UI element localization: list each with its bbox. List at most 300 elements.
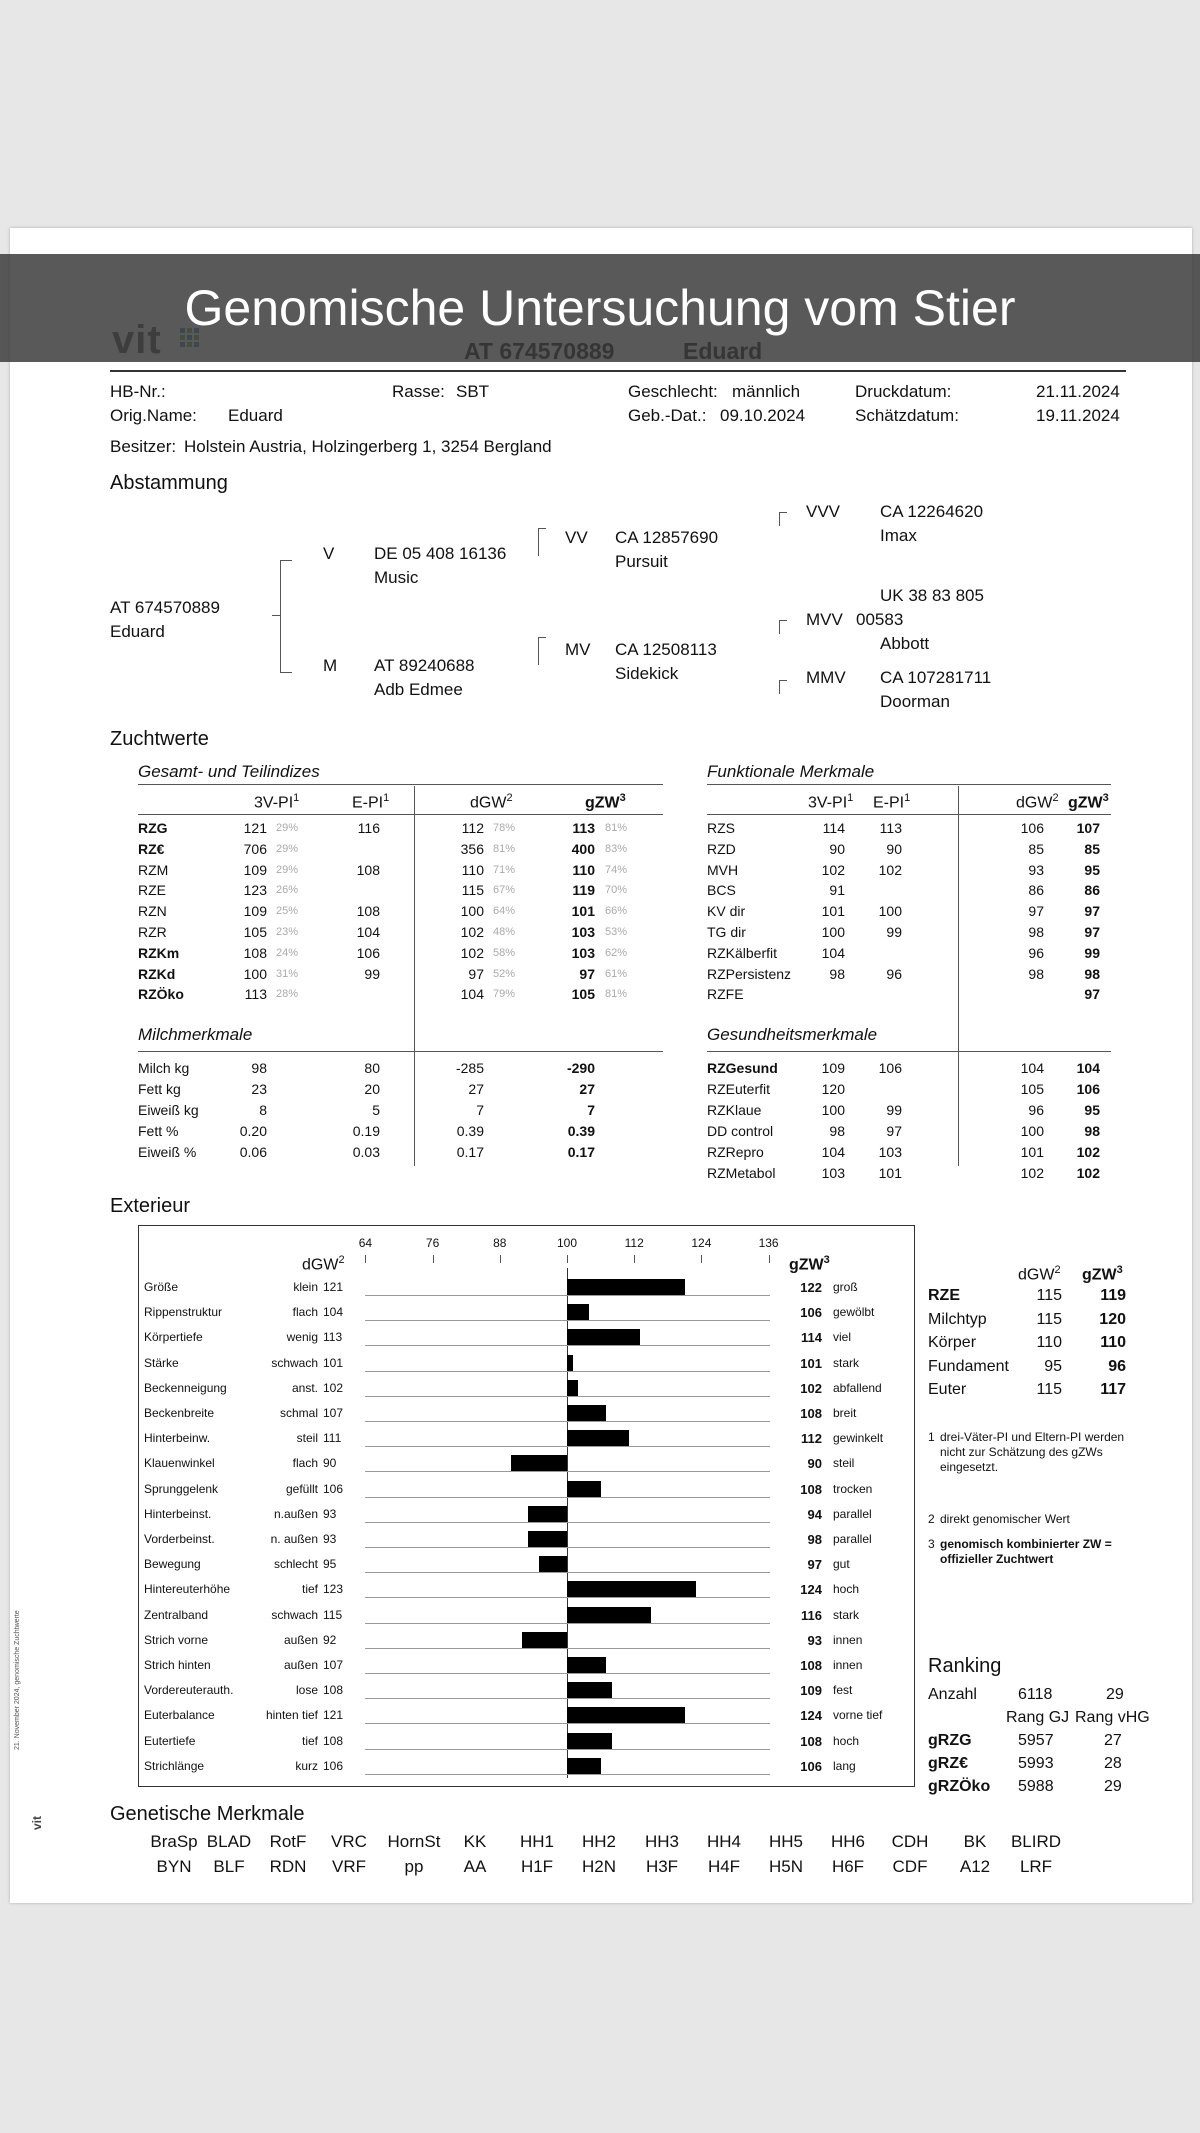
- genetic-value: BYN: [156, 1857, 192, 1876]
- index-gzw: 97: [579, 965, 595, 982]
- index-name: RZG: [138, 820, 168, 836]
- milch-ep: 80: [364, 1060, 380, 1076]
- gesund-dgw: 105: [1020, 1081, 1044, 1097]
- funktional-name: RZKälberfit: [707, 944, 778, 961]
- gesund-title: Gesundheitsmerkmale: [707, 1025, 878, 1044]
- sup-2b: 2: [1052, 792, 1059, 804]
- genetic-value: H3F: [645, 1857, 679, 1876]
- index-ep: 108: [356, 903, 380, 920]
- index-gzw-sicherheit: 74%: [605, 863, 628, 876]
- ext-row-line: [365, 1421, 770, 1422]
- ext-row-line: [365, 1522, 770, 1523]
- ext-trait-high: stark: [833, 1607, 860, 1622]
- index-dgw-sicherheit: 81%: [493, 842, 516, 855]
- exterieur-tick-label: 64: [358, 1236, 373, 1250]
- ext-trait-gzw: 101: [800, 1355, 822, 1371]
- pedigree-mvv-label: MVV: [806, 610, 843, 629]
- index-gzw: 105: [571, 986, 595, 1003]
- ext-trait-low: flach: [292, 1456, 318, 1471]
- exterieur-header-dgw-label: dGW: [302, 1256, 339, 1274]
- index-3v: 113: [244, 986, 267, 1003]
- ext-trait-low: außen: [283, 1632, 318, 1647]
- gebdat-label: Geb.-Dat.:: [628, 406, 707, 425]
- ext-trait-dgw: 123: [323, 1582, 344, 1597]
- ext-trait-name: Strich vorne: [144, 1632, 209, 1647]
- funktional-gzw: 97: [1084, 903, 1100, 920]
- gebdat-value: 09.10.2024: [720, 406, 806, 425]
- index-gzw: 400: [571, 840, 595, 857]
- pedigree-bracket-bottom: [280, 672, 292, 673]
- pedigree-mv-label: MV: [565, 640, 591, 659]
- genetic-code: BK: [963, 1832, 987, 1851]
- ext-summary-dgw: 115: [1036, 1287, 1062, 1304]
- footnote-1: drei-Väter-PI und Eltern-PI werden nicht zur Schätzung des gZWs eingesetzt.: [940, 1430, 1125, 1474]
- sup-2d: 2: [1054, 1264, 1061, 1276]
- funktional-header-dgw: [1016, 792, 1059, 812]
- ext-trait-high: hoch: [833, 1733, 860, 1748]
- ext-summary-dgw: 115: [1036, 1381, 1062, 1398]
- index-gzw-sicherheit: 53%: [605, 926, 628, 938]
- ext-row-line: [365, 1497, 770, 1498]
- index-3v-sicherheit: 28%: [276, 988, 299, 1001]
- genetic-value: AA: [463, 1857, 487, 1876]
- funktional-dgw: 106: [1020, 820, 1044, 836]
- ranking-anzahl-gj: 6118: [1018, 1686, 1053, 1703]
- exterieur-tick-mark: [567, 1255, 568, 1263]
- pedigree-vvv-tick: [779, 512, 787, 513]
- ext-trait-high: steil: [833, 1456, 855, 1471]
- ext-trait-bar: [511, 1455, 567, 1471]
- pedigree-bracket-top: [280, 560, 292, 561]
- indices-title: Gesamt- und Teilindizes: [138, 762, 320, 781]
- index-gzw-sicherheit: 70%: [605, 884, 628, 897]
- index-3v: 109: [243, 903, 267, 920]
- genetic-code: KK: [463, 1832, 487, 1851]
- ext-trait-bar: [528, 1531, 567, 1547]
- ext-trait-low: klein: [293, 1280, 318, 1294]
- gesund-gzw: 106: [1076, 1081, 1100, 1097]
- ext-row-line: [365, 1572, 770, 1573]
- pedigree-v-name: Music: [374, 568, 419, 587]
- pedigree-mvv-tick: [779, 620, 787, 621]
- index-dgw: 102: [460, 944, 484, 961]
- gesund-dgw: 104: [1020, 1060, 1044, 1076]
- ext-summary-gzw: 96: [1108, 1357, 1126, 1375]
- ext-trait-bar: [567, 1758, 601, 1774]
- pedigree-v-label: V: [323, 544, 335, 563]
- genetic-value: CDF: [892, 1857, 928, 1876]
- ext-summary-header-gzw-label: gZW: [1082, 1266, 1117, 1284]
- exterieur-tick-label: 112: [624, 1236, 644, 1250]
- index-name: RZR: [138, 924, 167, 940]
- index-dgw-sicherheit: 71%: [493, 863, 516, 876]
- pedigree-self-name: Eduard: [110, 622, 165, 641]
- pedigree-self-id: AT 674570889: [110, 598, 220, 617]
- ext-row-line: [365, 1295, 770, 1296]
- exterieur-tick-label: 88: [493, 1236, 507, 1250]
- index-name: RZKd: [138, 965, 176, 982]
- gesund-ep: 99: [886, 1102, 902, 1118]
- ext-trait-gzw: 106: [800, 1758, 822, 1774]
- footnote-3-mark: 3: [928, 1537, 935, 1551]
- gesund-gzw: 95: [1084, 1102, 1100, 1118]
- ext-summary-name: Körper: [928, 1334, 977, 1351]
- orig-label: Orig.Name:: [110, 406, 197, 425]
- ext-trait-low: wenig: [286, 1330, 318, 1345]
- ext-trait-name: Sprunggelenk: [144, 1481, 219, 1496]
- ext-trait-dgw: 101: [323, 1355, 344, 1370]
- funktional-3v: 114: [822, 820, 845, 836]
- funktional-3v: 102: [821, 861, 845, 878]
- pedigree-m-label: M: [323, 656, 338, 675]
- funktional-dgw: 98: [1028, 965, 1044, 982]
- indices-title-rule: [138, 784, 663, 785]
- ranking-anzahl-vhg: 29: [1106, 1686, 1124, 1703]
- funktional-header-dgw-label: dGW: [1016, 794, 1053, 812]
- ext-trait-high: fest: [833, 1683, 853, 1698]
- milch-ep: 5: [372, 1102, 380, 1118]
- pedigree-vvv-id: CA 12264620: [880, 502, 984, 521]
- funktional-gzw: 97: [1084, 986, 1100, 1003]
- ext-trait-gzw: 106: [800, 1305, 822, 1321]
- index-3v: 706: [243, 840, 267, 857]
- schaetz-value: 19.11.2024: [1036, 406, 1120, 425]
- ext-trait-name: Hinterbeinw.: [144, 1431, 211, 1446]
- ext-row-line: [365, 1597, 770, 1598]
- index-3v-sicherheit: 29%: [276, 842, 299, 855]
- ext-trait-low: außen: [283, 1658, 318, 1672]
- ext-row-line: [365, 1396, 770, 1397]
- ext-trait-bar: [522, 1632, 567, 1648]
- index-3v-sicherheit: 23%: [276, 926, 299, 938]
- footnote-2: direkt genomischer Wert: [940, 1512, 1070, 1526]
- pedigree-mv-name: Sidekick: [615, 664, 679, 683]
- milch-3v: 0.06: [239, 1144, 267, 1160]
- pedigree-mmv-id: CA 107281711: [880, 668, 992, 687]
- index-dgw: 356: [460, 840, 484, 857]
- ext-trait-gzw: 108: [800, 1406, 822, 1421]
- ext-summary-gzw: 110: [1100, 1334, 1126, 1351]
- funktional-name: TG dir: [707, 924, 746, 940]
- index-dgw-sicherheit: 52%: [493, 967, 516, 980]
- index-gzw-sicherheit: 62%: [605, 946, 628, 959]
- indices-header-3v-label: 3V-PI: [254, 794, 294, 812]
- ext-trait-dgw: 102: [323, 1380, 344, 1395]
- ext-trait-bar: [567, 1355, 573, 1371]
- ext-trait-name: Strichlänge: [144, 1758, 205, 1773]
- funktional-ep: 113: [879, 820, 902, 836]
- pedigree-mmv-bracket: [779, 680, 780, 694]
- ext-trait-high: parallel: [833, 1532, 872, 1546]
- pedigree-mmv-label: MMV: [806, 668, 846, 687]
- genetic-value: H1F: [520, 1857, 554, 1876]
- pedigree-mmv-tick: [779, 680, 787, 681]
- milch-title-rule: [138, 1051, 663, 1052]
- ranking-gj: 5957: [1018, 1732, 1054, 1749]
- index-dgw-sicherheit: 58%: [493, 946, 516, 959]
- ext-trait-high: gut: [833, 1557, 850, 1572]
- funktional-ep: 99: [886, 924, 902, 940]
- funktional-gzw: 107: [1076, 820, 1100, 836]
- ext-summary-name: Milchtyp: [928, 1310, 987, 1328]
- gesund-gzw: 102: [1076, 1144, 1100, 1160]
- ext-summary-dgw: 110: [1036, 1334, 1062, 1351]
- index-ep: 116: [357, 820, 380, 836]
- milch-ep: 0.19: [352, 1123, 380, 1139]
- ext-trait-dgw: 108: [323, 1733, 344, 1748]
- pedigree-vv-id: CA 12857690: [615, 528, 719, 547]
- gesund-gzw: 104: [1076, 1060, 1100, 1076]
- index-dgw: 104: [460, 986, 484, 1003]
- index-ep: 108: [356, 861, 380, 878]
- index-dgw: 112: [461, 820, 484, 836]
- pedigree-vv-name: Pursuit: [615, 552, 668, 571]
- funktional-ep: 100: [878, 903, 902, 920]
- funktional-name: RZFE: [707, 986, 744, 1003]
- funktional-gzw: 99: [1084, 944, 1100, 961]
- funktional-title: Funktionale Merkmale: [707, 762, 875, 781]
- index-3v: 121: [243, 820, 267, 836]
- ext-trait-bar: [567, 1682, 612, 1698]
- ext-trait-gzw: 109: [800, 1683, 822, 1699]
- genetic-code: HH3: [644, 1832, 679, 1851]
- funktional-dgw: 93: [1028, 861, 1044, 878]
- pedigree-mmv-name: Doorman: [880, 692, 950, 711]
- ext-trait-low: schwach: [271, 1355, 318, 1370]
- genetic-value: H5N: [768, 1857, 803, 1876]
- pedigree-connector: [272, 615, 280, 616]
- indices-header-gzw: [585, 792, 626, 812]
- pedigree-vvv-label: VVV: [806, 502, 841, 521]
- ext-trait-low: lose: [295, 1683, 318, 1698]
- gesund-name: RZMetabol: [707, 1165, 776, 1181]
- ranking-vhg: 28: [1104, 1755, 1122, 1772]
- ext-trait-low: n. außen: [270, 1532, 318, 1546]
- geschlecht-value: männlich: [732, 382, 801, 401]
- gesund-ep: 101: [878, 1165, 902, 1181]
- milch-3v: 0.20: [239, 1123, 267, 1139]
- indices-header-dgw: [470, 792, 513, 812]
- sup-3b: 3: [1102, 792, 1109, 804]
- index-gzw: 101: [571, 903, 595, 920]
- ext-trait-high: hoch: [833, 1582, 860, 1597]
- pedigree-title: Abstammung: [110, 472, 228, 494]
- milch-dgw: -285: [455, 1060, 484, 1076]
- genetic-code: HH6: [830, 1832, 865, 1851]
- ext-summary-header-gzw: [1082, 1264, 1123, 1284]
- ext-trait-low: schmal: [279, 1406, 318, 1420]
- ext-trait-dgw: 106: [323, 1481, 344, 1496]
- milch-name: Fett kg: [138, 1081, 181, 1097]
- ext-trait-name: Rippenstruktur: [144, 1305, 223, 1320]
- milch-gzw: -290: [566, 1060, 595, 1076]
- ext-trait-high: gewinkelt: [833, 1431, 884, 1446]
- funktional-gzw: 86: [1084, 882, 1100, 899]
- ext-trait-bar: [567, 1481, 601, 1497]
- milch-dgw: 0.39: [456, 1123, 484, 1139]
- ext-summary-gzw: 120: [1099, 1310, 1126, 1328]
- ext-trait-dgw: 107: [323, 1658, 344, 1672]
- funktional-header-ep: [873, 792, 910, 812]
- milch-name: Fett %: [138, 1123, 179, 1139]
- milch-gzw: 0.17: [567, 1144, 595, 1160]
- schaetz-label: Schätzdatum:: [855, 406, 959, 425]
- sup-3: 3: [619, 792, 626, 804]
- side-logo: vit: [30, 1815, 44, 1830]
- index-dgw-sicherheit: 78%: [493, 822, 516, 834]
- funktional-dgw: 97: [1028, 903, 1044, 920]
- index-name: RZN: [138, 903, 167, 920]
- ext-trait-dgw: 121: [323, 1280, 344, 1294]
- header-rule: [110, 370, 1126, 372]
- ext-row-line: [365, 1547, 770, 1548]
- ext-summary-name: Euter: [928, 1381, 967, 1398]
- index-3v: 109: [243, 861, 267, 878]
- ext-trait-gzw: 112: [801, 1431, 822, 1447]
- genetic-code: HH2: [581, 1832, 616, 1851]
- funktional-gzw: 95: [1084, 861, 1100, 878]
- milch-ep: 20: [364, 1081, 380, 1097]
- ext-trait-high: breit: [833, 1406, 857, 1420]
- ext-trait-bar: [539, 1556, 567, 1572]
- milch-dgw: 0.17: [456, 1144, 484, 1160]
- funktional-name: KV dir: [707, 903, 746, 920]
- funktional-3v: 101: [821, 903, 845, 920]
- gesund-3v: 120: [821, 1081, 845, 1097]
- funktional-name: MVH: [707, 861, 739, 878]
- genetic-value: H6F: [831, 1857, 865, 1876]
- ext-trait-name: Vorderbeinst.: [144, 1532, 215, 1546]
- ext-trait-gzw: 108: [800, 1481, 822, 1497]
- funktional-dgw: 85: [1028, 840, 1044, 857]
- funktional-header-gzw-label: gZW: [1068, 794, 1103, 812]
- ext-trait-bar: [567, 1380, 578, 1396]
- funktional-3v: 91: [829, 882, 845, 899]
- index-dgw: 102: [460, 924, 484, 940]
- index-3v: 105: [243, 924, 267, 940]
- index-gzw-sicherheit: 83%: [605, 842, 628, 855]
- ext-trait-name: Strich hinten: [144, 1658, 211, 1672]
- index-dgw-sicherheit: 64%: [493, 905, 516, 918]
- funktional-name: RZS: [707, 820, 735, 836]
- ext-summary-dgw: 95: [1044, 1357, 1062, 1375]
- index-3v-sicherheit: 29%: [276, 822, 299, 834]
- pedigree-m-id: AT 89240688: [374, 656, 475, 675]
- exterieur-tick-label: 124: [691, 1236, 712, 1250]
- ext-summary-name: Fundament: [928, 1357, 1009, 1375]
- index-gzw: 103: [571, 944, 595, 961]
- index-gzw: 110: [572, 861, 595, 878]
- ext-trait-dgw: 121: [323, 1708, 344, 1723]
- index-gzw-sicherheit: 61%: [605, 967, 628, 980]
- ext-trait-dgw: 93: [323, 1532, 337, 1546]
- genetic-value: H4F: [707, 1857, 741, 1876]
- ext-summary-gzw: 119: [1100, 1287, 1126, 1304]
- ext-trait-low: schwach: [271, 1607, 318, 1622]
- ranking-title: Ranking: [928, 1655, 1002, 1677]
- gesund-dgw: 96: [1028, 1102, 1044, 1118]
- ext-row-line: [365, 1673, 770, 1674]
- ext-summary-name: RZE: [928, 1287, 960, 1304]
- ext-trait-low: flach: [292, 1305, 318, 1320]
- funktional-3v: 98: [829, 965, 845, 982]
- ext-trait-dgw: 106: [323, 1758, 344, 1773]
- gesund-name: RZKlaue: [707, 1102, 762, 1118]
- ext-trait-name: Hinterbeinst.: [144, 1506, 212, 1521]
- ext-trait-bar: [567, 1279, 685, 1295]
- ext-trait-low: steil: [296, 1431, 318, 1446]
- milch-3v: 23: [251, 1081, 267, 1097]
- druck-value: 21.11.2024: [1036, 382, 1120, 401]
- ext-trait-name: Beckenbreite: [144, 1406, 215, 1420]
- sup-1: 1: [293, 792, 300, 804]
- index-gzw: 113: [572, 820, 595, 836]
- indices-header-ep: [352, 792, 389, 812]
- ext-row-line: [365, 1749, 770, 1750]
- pedigree-mv-tick: [538, 637, 546, 638]
- ext-trait-gzw: 116: [801, 1607, 822, 1623]
- index-3v-sicherheit: 26%: [276, 884, 299, 897]
- funktional-name: BCS: [707, 882, 736, 899]
- funktional-header-gzw: [1068, 792, 1109, 812]
- ext-trait-low: gefüllt: [285, 1481, 318, 1496]
- index-3v-sicherheit: 24%: [276, 946, 299, 959]
- footnote-2-mark: 2: [928, 1512, 935, 1526]
- pedigree-bracket: [280, 560, 281, 672]
- genetic-code: BLAD: [206, 1832, 252, 1851]
- ext-trait-high: stark: [833, 1355, 860, 1370]
- sup-1d: 1: [904, 792, 911, 804]
- ext-row-line: [365, 1345, 770, 1346]
- ext-trait-gzw: 114: [801, 1330, 822, 1346]
- ext-trait-bar: [567, 1430, 629, 1446]
- index-dgw-sicherheit: 67%: [493, 884, 516, 897]
- ext-row-line: [365, 1648, 770, 1649]
- genetic-title: Genetische Merkmale: [110, 1803, 305, 1825]
- funktional-ep: 90: [886, 840, 902, 857]
- pedigree-vv-label: VV: [565, 528, 588, 547]
- ext-trait-bar: [567, 1329, 640, 1345]
- genetic-code: HH5: [768, 1832, 803, 1851]
- ext-trait-dgw: 115: [323, 1607, 343, 1622]
- besitzer-label: Besitzer:: [110, 437, 177, 456]
- funktional-name: RZD: [707, 840, 736, 857]
- pedigree-mv-id: CA 12508113: [615, 640, 717, 659]
- index-name: RZKm: [138, 944, 180, 961]
- pedigree-vv-bracket: [538, 528, 539, 556]
- ext-trait-name: Hintereuterhöhe: [144, 1582, 231, 1597]
- exterieur-header-dgw: [302, 1254, 345, 1274]
- ext-row-line: [365, 1446, 770, 1447]
- milch-gzw: 7: [587, 1102, 595, 1118]
- funktional-gzw: 97: [1084, 924, 1100, 940]
- ext-trait-name: Euterbalance: [144, 1708, 215, 1723]
- druck-label: Druckdatum:: [855, 382, 952, 401]
- sup-2: 2: [506, 792, 513, 804]
- exterieur-tick-mark: [365, 1255, 366, 1263]
- ranking-col-vhg: Rang vHG: [1075, 1709, 1150, 1726]
- ext-trait-high: trocken: [833, 1481, 873, 1496]
- index-name: RZM: [138, 861, 169, 878]
- exterieur-tick-mark: [433, 1255, 434, 1263]
- index-ep: 99: [364, 965, 380, 982]
- ext-trait-high: lang: [833, 1758, 856, 1773]
- genetic-value: RDN: [269, 1857, 307, 1876]
- genetic-code: RotF: [269, 1832, 307, 1851]
- ext-row-line: [365, 1623, 770, 1624]
- ext-trait-high: viel: [833, 1330, 852, 1345]
- gesund-dgw: 101: [1020, 1144, 1044, 1160]
